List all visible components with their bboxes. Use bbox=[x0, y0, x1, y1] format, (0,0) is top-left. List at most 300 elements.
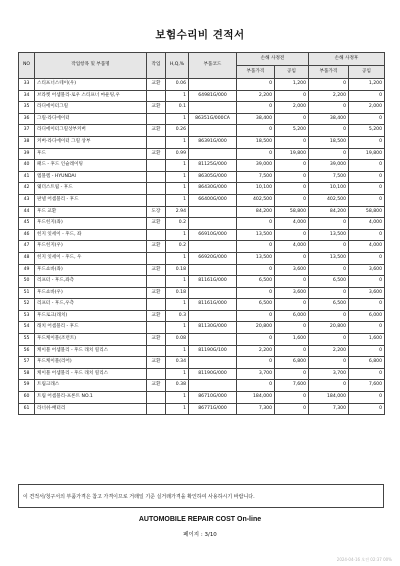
row-before-labor: 4,000 bbox=[275, 241, 309, 253]
row-item: 케이블 어셈블리 - 후드 래치 릴리스 bbox=[35, 368, 147, 380]
row-work bbox=[147, 322, 166, 334]
row-before-labor: 0 bbox=[275, 194, 309, 206]
table-row bbox=[19, 183, 385, 195]
row-before-part-price: 6,500 bbox=[237, 276, 275, 288]
row-before-labor: 1,600 bbox=[275, 334, 309, 346]
row-before-labor: 5,200 bbox=[275, 125, 309, 137]
row-no: 41 bbox=[19, 171, 35, 183]
row-before-labor: 0 bbox=[275, 392, 309, 404]
row-before-part-price: 39,000 bbox=[237, 160, 275, 172]
row-before-labor: 0 bbox=[275, 171, 309, 183]
row-part-code: 86430G/000 bbox=[189, 183, 237, 195]
row-before-part-price: 0 bbox=[237, 218, 275, 230]
row-after-labor: 0 bbox=[349, 183, 385, 195]
row-before-part-price: 13,500 bbox=[237, 252, 275, 264]
row-part-code bbox=[189, 102, 237, 114]
table-row bbox=[19, 241, 385, 253]
row-before-labor: 7,600 bbox=[275, 380, 309, 392]
row-after-part-price: 2,200 bbox=[309, 90, 349, 102]
row-part-code: 64981G/000 bbox=[189, 90, 237, 102]
row-after-part-price: 0 bbox=[309, 102, 349, 114]
row-part-code bbox=[189, 218, 237, 230]
table-row bbox=[19, 252, 385, 264]
row-after-part-price: 0 bbox=[309, 357, 349, 369]
row-after-part-price: 3,700 bbox=[309, 368, 349, 380]
row-item: 판넬 어셈블리 - 후드 bbox=[35, 194, 147, 206]
row-after-labor: 4,000 bbox=[349, 218, 385, 230]
table-row bbox=[19, 276, 385, 288]
row-item: 엠블렘 - HYUNDAI bbox=[35, 171, 147, 183]
row-item: 후드케이블(조런트) bbox=[35, 334, 147, 346]
row-after-part-price: 7,500 bbox=[309, 171, 349, 183]
row-hq: 0.3 bbox=[166, 310, 189, 322]
row-no: 33 bbox=[19, 79, 35, 91]
row-after-labor: 0 bbox=[349, 276, 385, 288]
table-row bbox=[19, 102, 385, 114]
row-before-part-price: 3,700 bbox=[237, 368, 275, 380]
row-before-labor: 1,200 bbox=[275, 79, 309, 91]
row-work bbox=[147, 229, 166, 241]
row-after-part-price: 10,100 bbox=[309, 183, 349, 195]
table-row bbox=[19, 194, 385, 206]
row-no: 58 bbox=[19, 368, 35, 380]
row-work bbox=[147, 160, 166, 172]
row-hq: 1 bbox=[166, 90, 189, 102]
row-before-part-price: 18,500 bbox=[237, 136, 275, 148]
table-row bbox=[19, 322, 385, 334]
header-hq: H,Q,% bbox=[166, 53, 189, 79]
row-work: 교환 bbox=[147, 79, 166, 91]
table-row bbox=[19, 206, 385, 218]
row-part-code bbox=[189, 206, 237, 218]
row-after-part-price: 0 bbox=[309, 287, 349, 299]
row-before-labor: 6,800 bbox=[275, 357, 309, 369]
row-item: 후드쇼바(우) bbox=[35, 287, 147, 299]
row-part-code bbox=[189, 357, 237, 369]
row-before-part-price: 0 bbox=[237, 148, 275, 160]
row-item: 후드케이블(리어) bbox=[35, 357, 147, 369]
row-before-part-price: 0 bbox=[237, 287, 275, 299]
estimate-rows bbox=[19, 79, 385, 415]
table-row bbox=[19, 264, 385, 276]
row-before-part-price: 0 bbox=[237, 264, 275, 276]
row-work: 교환 bbox=[147, 334, 166, 346]
row-item: 후드 bbox=[35, 148, 147, 160]
row-hq: 0.08 bbox=[166, 334, 189, 346]
row-before-part-price: 0 bbox=[237, 79, 275, 91]
row-no: 44 bbox=[19, 206, 35, 218]
row-no: 35 bbox=[19, 102, 35, 114]
row-after-part-price: 39,000 bbox=[309, 160, 349, 172]
row-after-labor: 0 bbox=[349, 113, 385, 125]
row-before-labor: 0 bbox=[275, 183, 309, 195]
table-row bbox=[19, 79, 385, 91]
row-work: 교환 bbox=[147, 125, 166, 137]
row-after-part-price: 13,500 bbox=[309, 229, 349, 241]
row-hq: 1 bbox=[166, 345, 189, 357]
row-before-labor: 0 bbox=[275, 345, 309, 357]
row-before-labor: 0 bbox=[275, 403, 309, 415]
row-work: 도장 bbox=[147, 206, 166, 218]
row-after-labor: 0 bbox=[349, 171, 385, 183]
row-before-labor: 0 bbox=[275, 90, 309, 102]
table-row bbox=[19, 287, 385, 299]
row-after-labor: 1,600 bbox=[349, 334, 385, 346]
row-before-labor: 58,800 bbox=[275, 206, 309, 218]
row-after-part-price: 0 bbox=[309, 148, 349, 160]
row-part-code bbox=[189, 148, 237, 160]
row-item: 웨더스트립 - 후드 bbox=[35, 183, 147, 195]
row-after-labor: 0 bbox=[349, 403, 385, 415]
table-row bbox=[19, 160, 385, 172]
print-timestamp: 2024-04-16 오전 02:37 00% bbox=[336, 557, 392, 562]
row-before-labor: 0 bbox=[275, 322, 309, 334]
row-item: 후드로크(래치) bbox=[35, 310, 147, 322]
row-work bbox=[147, 136, 166, 148]
row-hq: 0.99 bbox=[166, 148, 189, 160]
row-part-code: 81190G/000 bbox=[189, 368, 237, 380]
row-part-code bbox=[189, 334, 237, 346]
row-part-code bbox=[189, 264, 237, 276]
row-part-code: 86391G/000 bbox=[189, 136, 237, 148]
row-no: 36 bbox=[19, 113, 35, 125]
row-item: 패드 - 후드 인슐레이팅 bbox=[35, 160, 147, 172]
row-work bbox=[147, 392, 166, 404]
row-before-labor: 6,000 bbox=[275, 310, 309, 322]
row-before-labor: 0 bbox=[275, 252, 309, 264]
row-part-code bbox=[189, 380, 237, 392]
row-after-part-price: 6,500 bbox=[309, 299, 349, 311]
row-after-labor: 0 bbox=[349, 160, 385, 172]
row-part-code: 81125G/000 bbox=[189, 160, 237, 172]
row-work bbox=[147, 345, 166, 357]
row-hq: 1 bbox=[166, 194, 189, 206]
row-after-part-price: 18,500 bbox=[309, 136, 349, 148]
row-item: 후드쇼바(좌) bbox=[35, 264, 147, 276]
row-hq: 1 bbox=[166, 171, 189, 183]
row-work bbox=[147, 252, 166, 264]
row-part-code: 86710G/000 bbox=[189, 392, 237, 404]
row-before-part-price: 38,400 bbox=[237, 113, 275, 125]
row-no: 52 bbox=[19, 299, 35, 311]
row-before-labor: 3,600 bbox=[275, 287, 309, 299]
row-before-part-price: 0 bbox=[237, 241, 275, 253]
header-before-labor: 공임 bbox=[275, 66, 309, 79]
row-item: 후드 교환 bbox=[35, 206, 147, 218]
row-no: 48 bbox=[19, 252, 35, 264]
row-before-labor: 0 bbox=[275, 368, 309, 380]
row-before-part-price: 184,000 bbox=[237, 392, 275, 404]
row-hq: 0.34 bbox=[166, 357, 189, 369]
row-before-labor: 3,600 bbox=[275, 264, 309, 276]
row-before-part-price: 0 bbox=[237, 380, 275, 392]
row-after-part-price: 0 bbox=[309, 264, 349, 276]
row-before-part-price: 10,100 bbox=[237, 183, 275, 195]
row-before-labor: 0 bbox=[275, 160, 309, 172]
row-before-part-price: 2,200 bbox=[237, 345, 275, 357]
footer-brand: AUTOMOBILE REPAIR COST On-line bbox=[138, 516, 262, 523]
row-after-labor: 4,000 bbox=[349, 241, 385, 253]
row-item: 브라켓 어셈블리-로우 스티프너 마운팅,우 bbox=[35, 90, 147, 102]
row-before-labor: 4,000 bbox=[275, 218, 309, 230]
table-row bbox=[19, 148, 385, 160]
row-after-labor: 7,600 bbox=[349, 380, 385, 392]
row-hq: 1 bbox=[166, 229, 189, 241]
row-before-part-price: 0 bbox=[237, 310, 275, 322]
row-work: 교환 bbox=[147, 287, 166, 299]
row-no: 51 bbox=[19, 287, 35, 299]
row-hq: 1 bbox=[166, 322, 189, 334]
table-row bbox=[19, 299, 385, 311]
row-hq: 0.1 bbox=[166, 102, 189, 114]
row-work bbox=[147, 183, 166, 195]
document-title: 보험수리비 견적서 bbox=[155, 29, 245, 41]
row-hq: 0.06 bbox=[166, 79, 189, 91]
row-after-part-price: 7,300 bbox=[309, 403, 349, 415]
row-hq: 2.94 bbox=[166, 206, 189, 218]
row-item: 후드힌지(좌) bbox=[35, 218, 147, 230]
row-hq: 1 bbox=[166, 136, 189, 148]
row-work: 교환 bbox=[147, 241, 166, 253]
row-before-labor: 0 bbox=[275, 276, 309, 288]
row-after-labor: 3,600 bbox=[349, 264, 385, 276]
row-work bbox=[147, 171, 166, 183]
row-after-labor: 2,000 bbox=[349, 102, 385, 114]
row-no: 38 bbox=[19, 136, 35, 148]
row-no: 54 bbox=[19, 322, 35, 334]
header-after-part-price: 부품가격 bbox=[309, 66, 349, 79]
row-hq: 0.18 bbox=[166, 264, 189, 276]
row-after-part-price: 0 bbox=[309, 125, 349, 137]
header-part-code: 부품코드 bbox=[189, 53, 237, 79]
row-part-code: 66910G/000 bbox=[189, 229, 237, 241]
row-after-part-price: 0 bbox=[309, 79, 349, 91]
row-item: 후드힌지(우) bbox=[35, 241, 147, 253]
row-no: 46 bbox=[19, 229, 35, 241]
row-work bbox=[147, 299, 166, 311]
row-work bbox=[147, 368, 166, 380]
row-hq: 1 bbox=[166, 392, 189, 404]
row-after-labor: 1,200 bbox=[349, 79, 385, 91]
row-after-labor: 0 bbox=[349, 322, 385, 334]
table-row bbox=[19, 136, 385, 148]
row-no: 61 bbox=[19, 403, 35, 415]
row-no: 40 bbox=[19, 160, 35, 172]
row-after-part-price: 0 bbox=[309, 310, 349, 322]
row-no: 42 bbox=[19, 183, 35, 195]
row-after-part-price: 84,200 bbox=[309, 206, 349, 218]
row-part-code bbox=[189, 125, 237, 137]
row-hq: 0.26 bbox=[166, 125, 189, 137]
row-after-labor: 0 bbox=[349, 252, 385, 264]
row-before-part-price: 2,200 bbox=[237, 90, 275, 102]
row-part-code bbox=[189, 310, 237, 322]
table-row bbox=[19, 368, 385, 380]
row-before-part-price: 7,500 bbox=[237, 171, 275, 183]
row-no: 60 bbox=[19, 392, 35, 404]
row-hq: 0.38 bbox=[166, 380, 189, 392]
row-hq: 1 bbox=[166, 276, 189, 288]
row-work: 교환 bbox=[147, 380, 166, 392]
row-after-part-price: 0 bbox=[309, 241, 349, 253]
row-hq: 1 bbox=[166, 183, 189, 195]
row-item: 스티프너스테이(우) bbox=[35, 79, 147, 91]
row-before-labor: 0 bbox=[275, 229, 309, 241]
row-part-code: 81161G/000 bbox=[189, 299, 237, 311]
row-no: 57 bbox=[19, 357, 35, 369]
row-no: 49 bbox=[19, 264, 35, 276]
row-item: 라디에이터그릴 bbox=[35, 102, 147, 114]
row-no: 53 bbox=[19, 310, 35, 322]
page-number: 페이지 : 3/10 bbox=[183, 532, 217, 538]
row-work: 교환 bbox=[147, 102, 166, 114]
row-hq: 1 bbox=[166, 368, 189, 380]
row-no: 45 bbox=[19, 218, 35, 230]
row-no: 59 bbox=[19, 380, 35, 392]
row-after-labor: 0 bbox=[349, 229, 385, 241]
row-after-part-price: 38,400 bbox=[309, 113, 349, 125]
row-before-part-price: 84,200 bbox=[237, 206, 275, 218]
row-before-labor: 0 bbox=[275, 136, 309, 148]
row-no: 55 bbox=[19, 334, 35, 346]
row-item: 커버-라디에이터 그릴 상부 bbox=[35, 136, 147, 148]
row-item: 라디에이터그릴상부커버 bbox=[35, 125, 147, 137]
row-work bbox=[147, 194, 166, 206]
row-no: 56 bbox=[19, 345, 35, 357]
row-item: 리프터 - 후드,우측 bbox=[35, 299, 147, 311]
row-part-code: 86351G/000CA bbox=[189, 113, 237, 125]
row-after-part-price: 6,500 bbox=[309, 276, 349, 288]
row-after-labor: 3,600 bbox=[349, 287, 385, 299]
row-no: 39 bbox=[19, 148, 35, 160]
row-before-part-price: 0 bbox=[237, 334, 275, 346]
row-part-code: 86771G/000 bbox=[189, 403, 237, 415]
row-after-labor: 0 bbox=[349, 194, 385, 206]
row-after-part-price: 2,200 bbox=[309, 345, 349, 357]
row-after-part-price: 13,500 bbox=[309, 252, 349, 264]
row-before-part-price: 0 bbox=[237, 357, 275, 369]
table-row bbox=[19, 357, 385, 369]
row-part-code: 66920G/000 bbox=[189, 252, 237, 264]
row-after-labor: 0 bbox=[349, 90, 385, 102]
row-work: 교환 bbox=[147, 357, 166, 369]
table-row bbox=[19, 334, 385, 346]
row-after-part-price: 20,800 bbox=[309, 322, 349, 334]
row-part-code bbox=[189, 241, 237, 253]
table-row bbox=[19, 392, 385, 404]
row-no: 43 bbox=[19, 194, 35, 206]
row-work: 교환 bbox=[147, 218, 166, 230]
row-before-part-price: 6,500 bbox=[237, 299, 275, 311]
header-after-labor: 공임 bbox=[349, 66, 385, 79]
row-before-part-price: 7,300 bbox=[237, 403, 275, 415]
row-hq: 0.2 bbox=[166, 218, 189, 230]
row-after-labor: 6,800 bbox=[349, 357, 385, 369]
table-row bbox=[19, 171, 385, 183]
row-no: 50 bbox=[19, 276, 35, 288]
row-item: 리프터 - 후드,좌측 bbox=[35, 276, 147, 288]
header-after: 손해 사정후 bbox=[309, 53, 385, 66]
row-no: 34 bbox=[19, 90, 35, 102]
row-item: 트림크래스 bbox=[35, 380, 147, 392]
row-work: 교환 bbox=[147, 148, 166, 160]
row-after-labor: 6,000 bbox=[349, 310, 385, 322]
row-after-labor: 0 bbox=[349, 136, 385, 148]
row-before-labor: 2,000 bbox=[275, 102, 309, 114]
table-row bbox=[19, 229, 385, 241]
row-before-part-price: 402,500 bbox=[237, 194, 275, 206]
row-after-part-price: 0 bbox=[309, 380, 349, 392]
row-before-part-price: 0 bbox=[237, 125, 275, 137]
row-after-labor: 58,800 bbox=[349, 206, 385, 218]
row-before-labor: 19,800 bbox=[275, 148, 309, 160]
row-no: 47 bbox=[19, 241, 35, 253]
table-row bbox=[19, 90, 385, 102]
header-before-part-price: 부품가격 bbox=[237, 66, 275, 79]
row-after-part-price: 0 bbox=[309, 334, 349, 346]
row-after-labor: 0 bbox=[349, 392, 385, 404]
row-no: 37 bbox=[19, 125, 35, 137]
row-after-part-price: 184,000 bbox=[309, 392, 349, 404]
table-row bbox=[19, 218, 385, 230]
row-hq: 1 bbox=[166, 160, 189, 172]
row-part-code: 86305G/000 bbox=[189, 171, 237, 183]
row-part-code bbox=[189, 79, 237, 91]
row-hq: 1 bbox=[166, 113, 189, 125]
row-before-part-price: 0 bbox=[237, 102, 275, 114]
row-part-code: 66400G/000 bbox=[189, 194, 237, 206]
header-work: 작업 bbox=[147, 53, 166, 79]
price-notice: 이 견적서/청구서의 부품가격은 참고 가격이므로 거래일 기준 실거래가격을 확인하여 사용하시기 바랍니다. bbox=[18, 484, 384, 508]
estimate-table bbox=[18, 52, 385, 415]
row-item: 힌지 잇세이 - 후드, 좌 bbox=[35, 229, 147, 241]
header-no: NO bbox=[19, 53, 35, 79]
row-after-part-price: 402,500 bbox=[309, 194, 349, 206]
row-part-code bbox=[189, 287, 237, 299]
row-hq: 1 bbox=[166, 299, 189, 311]
row-work bbox=[147, 113, 166, 125]
row-part-code: 81190G/100 bbox=[189, 345, 237, 357]
row-hq: 0.18 bbox=[166, 287, 189, 299]
header-before: 손해 사정전 bbox=[237, 53, 309, 66]
row-work bbox=[147, 90, 166, 102]
header-item: 작업항목 및 부품명 bbox=[35, 53, 147, 79]
row-after-labor: 5,200 bbox=[349, 125, 385, 137]
table-row bbox=[19, 113, 385, 125]
row-item: 트림 어셈블리-프론트 NO.1 bbox=[35, 392, 147, 404]
row-before-part-price: 13,500 bbox=[237, 229, 275, 241]
row-part-code: 81130G/000 bbox=[189, 322, 237, 334]
table-row bbox=[19, 403, 385, 415]
table-row bbox=[19, 125, 385, 137]
row-item: 케이블 어셈블리 - 후드 래치 릴리스 bbox=[35, 345, 147, 357]
table-row bbox=[19, 380, 385, 392]
row-after-labor: 0 bbox=[349, 299, 385, 311]
row-work bbox=[147, 276, 166, 288]
row-after-labor: 19,800 bbox=[349, 148, 385, 160]
row-work bbox=[147, 403, 166, 415]
row-item: 라너쉬-배터리 bbox=[35, 403, 147, 415]
row-hq: 0.2 bbox=[166, 241, 189, 253]
row-item: 그릴-라디에이터 bbox=[35, 113, 147, 125]
row-after-labor: 0 bbox=[349, 345, 385, 357]
row-before-labor: 0 bbox=[275, 299, 309, 311]
table-row bbox=[19, 310, 385, 322]
row-work: 교환 bbox=[147, 310, 166, 322]
table-row bbox=[19, 345, 385, 357]
row-item: 래치 어셈블리 - 후드 bbox=[35, 322, 147, 334]
row-after-part-price: 0 bbox=[309, 218, 349, 230]
